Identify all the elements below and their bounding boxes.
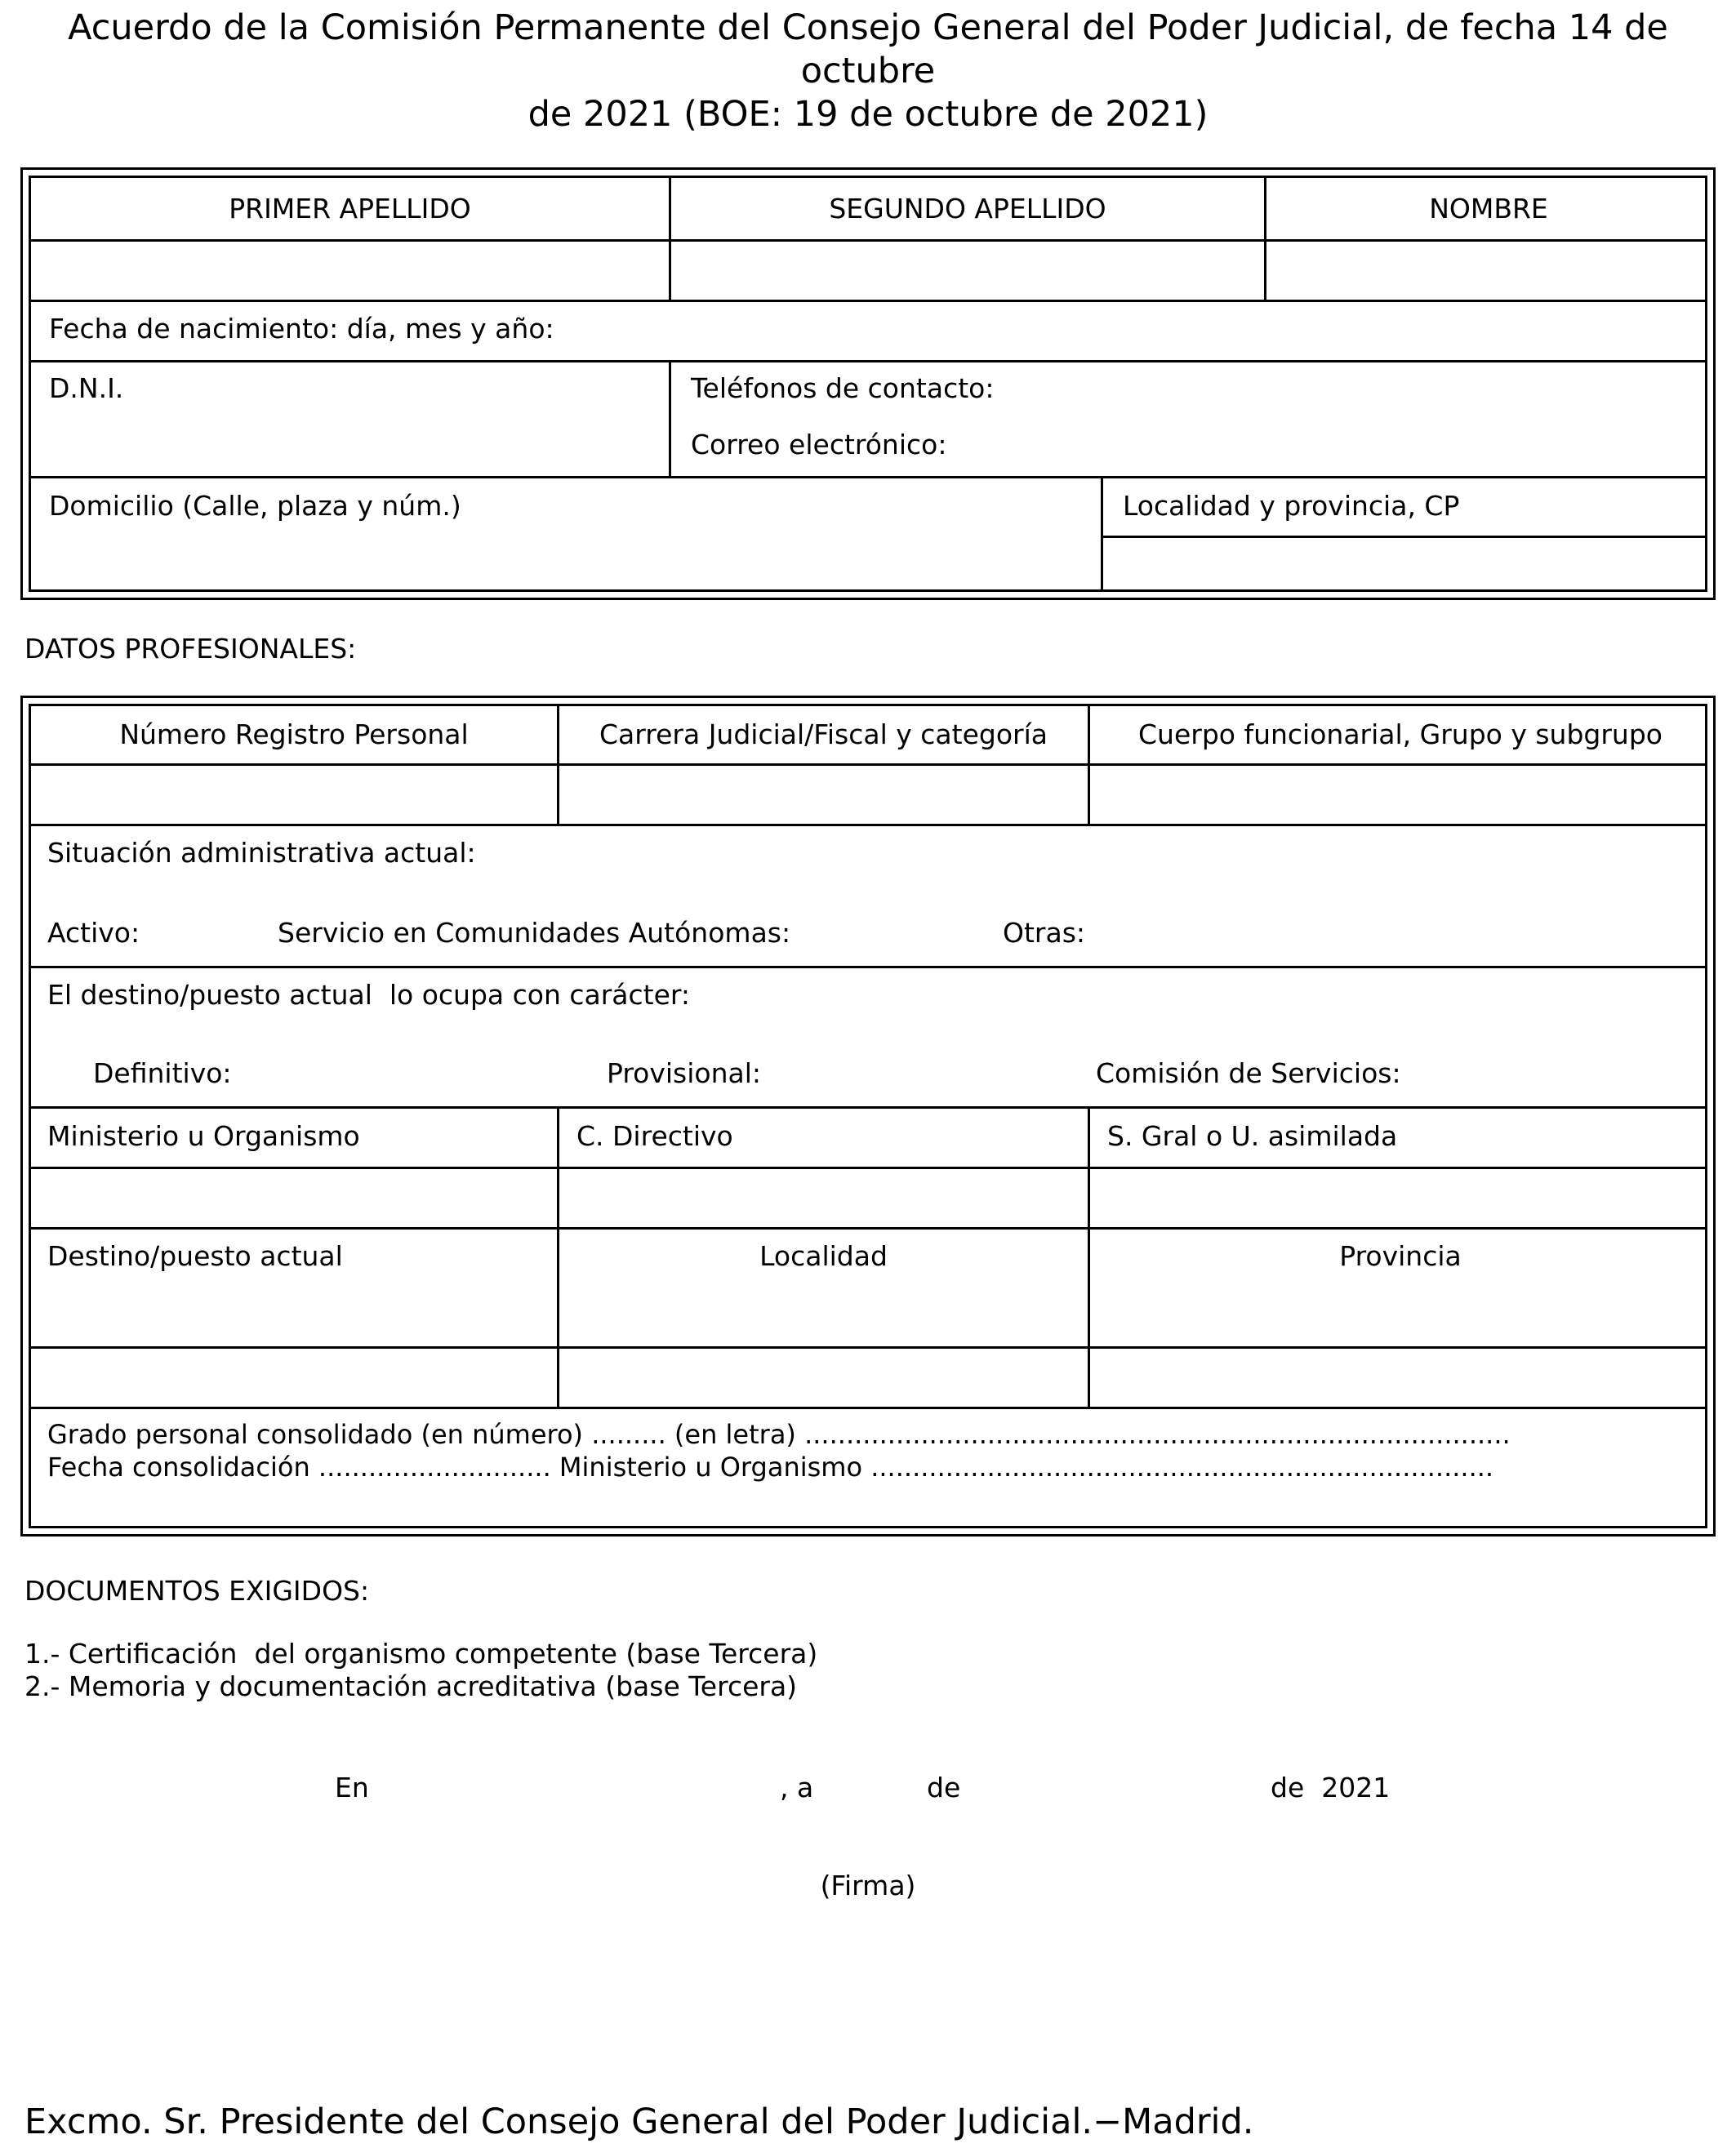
destino-actual-field[interactable] <box>31 1349 557 1407</box>
c-directivo-label: C. Directivo <box>576 1120 733 1152</box>
document-title <box>0 7 1736 136</box>
title-line-2: de 2021 (BOE: 19 de octubre de 2021) <box>527 94 1209 135</box>
carrera-label: Carrera Judicial/Fiscal y categoría <box>599 718 1048 750</box>
activo-label: Activo: <box>47 917 140 949</box>
telefonos-label: Teléfonos de contacto: <box>691 372 995 404</box>
situacion-label: Situación administrativa actual: <box>47 837 476 869</box>
localidad-label: Localidad <box>759 1240 888 1272</box>
primer-apellido-label: PRIMER APELLIDO <box>229 193 471 225</box>
ministerio-label: Ministerio u Organismo <box>47 1120 360 1152</box>
nombre-field[interactable] <box>1266 242 1711 300</box>
fecha-consolidacion-line: Fecha consolidación ............................ Ministerio u Organismo ........................................................................... <box>47 1452 1494 1483</box>
segundo-apellido-field[interactable] <box>671 242 1264 300</box>
datos-profesionales-heading: DATOS PROFESIONALES: <box>24 633 357 665</box>
firma-year-label: de 2021 <box>1271 1772 1391 1803</box>
definitivo-label: Definitivo: <box>93 1057 232 1089</box>
provincia-label: Provincia <box>1339 1240 1462 1272</box>
nombre-label: NOMBRE <box>1429 193 1548 225</box>
localidad-field[interactable] <box>559 1349 1088 1407</box>
professional-data-inner <box>29 704 1707 1528</box>
provisional-label: Provisional: <box>607 1057 762 1089</box>
comision-servicios-label: Comisión de Servicios: <box>1096 1057 1401 1089</box>
domicilio-label: Domicilio (Calle, plaza y núm.) <box>49 490 461 522</box>
numero-registro-field[interactable] <box>31 766 557 824</box>
cuerpo-field[interactable] <box>1090 766 1711 824</box>
documentos-heading: DOCUMENTOS EXIGIDOS: <box>24 1575 370 1607</box>
localidad-provincia-label: Localidad y provincia, CP <box>1123 490 1460 522</box>
primer-apellido-field[interactable] <box>31 242 669 300</box>
c-directivo-field[interactable] <box>559 1169 1088 1227</box>
cuerpo-label: Cuerpo funcionarial, Grupo y subgrupo <box>1138 718 1663 750</box>
firma-label: (Firma) <box>820 1870 916 1901</box>
otras-label: Otras: <box>1003 917 1086 949</box>
numero-registro-label: Número Registro Personal <box>119 718 469 750</box>
fecha-nacimiento-label: Fecha de nacimiento: día, mes y año: <box>49 313 554 345</box>
provincia-field[interactable] <box>1090 1349 1711 1407</box>
carrera-field[interactable] <box>559 766 1088 824</box>
s-gral-field[interactable] <box>1090 1169 1711 1227</box>
localidad-provincia-field[interactable] <box>1103 538 1705 589</box>
firma-en-label: En <box>335 1772 369 1803</box>
documento-item-1: 1.- Certificación del organismo competente (base Tercera) <box>24 1638 818 1670</box>
addressee-line: Excmo. Sr. Presidente del Consejo General del Poder Judicial.−Madrid. <box>24 2101 1254 2142</box>
destino-actual-label: Destino/puesto actual <box>47 1240 343 1272</box>
documento-item-2: 2.- Memoria y documentación acreditativa (base Tercera) <box>24 1670 798 1702</box>
dni-label: D.N.I. <box>49 372 124 404</box>
ministerio-field[interactable] <box>31 1169 557 1227</box>
personal-data-box <box>20 167 1716 600</box>
segundo-apellido-label: SEGUNDO APELLIDO <box>829 193 1106 225</box>
professional-data-box <box>20 696 1716 1537</box>
destino-caracter-label: El destino/puesto actual lo ocupa con carácter: <box>47 979 690 1011</box>
s-gral-label: S. Gral o U. asimilada <box>1107 1120 1398 1152</box>
personal-data-inner <box>29 176 1707 592</box>
title-line-1: Acuerdo de la Comisión Permanente del Consejo General del Poder Judicial, de fecha 14 de octubre <box>68 7 1668 91</box>
servicio-ccaa-label: Servicio en Comunidades Autónomas: <box>278 917 791 949</box>
grado-consolidado-line: Grado personal consolidado (en número) ......... (en letra) ..................................................................................... <box>47 1419 1511 1450</box>
correo-label: Correo electrónico: <box>691 429 947 460</box>
firma-de-label: de <box>927 1772 961 1803</box>
firma-a-label: , a <box>780 1772 814 1803</box>
